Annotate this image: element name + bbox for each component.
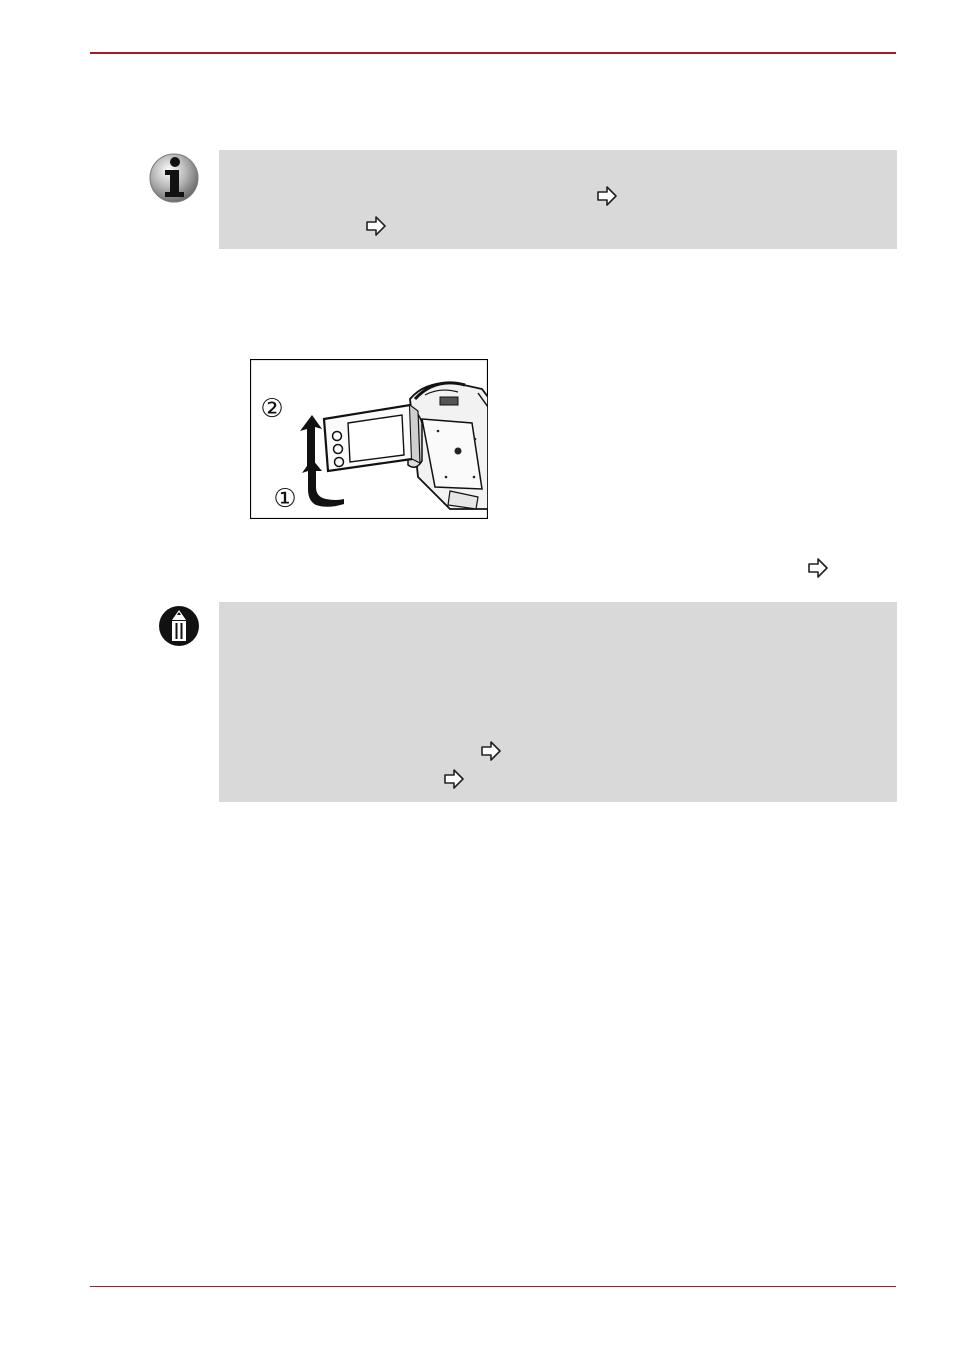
footer-rule xyxy=(90,1286,896,1287)
reference-arrow-icon[interactable] xyxy=(480,741,502,761)
pencil-icon xyxy=(158,605,200,647)
step-label-2: ② xyxy=(260,394,284,424)
reference-arrow-icon[interactable] xyxy=(807,558,829,578)
reference-arrow-icon[interactable] xyxy=(443,769,465,789)
step-label-1: ① xyxy=(273,484,297,514)
info-icon xyxy=(148,152,200,204)
reference-arrow-icon[interactable] xyxy=(365,216,387,236)
header-rule xyxy=(90,52,896,54)
reference-arrow-icon[interactable] xyxy=(596,186,618,206)
info-note-box xyxy=(219,150,897,249)
pencil-note-box xyxy=(219,602,897,802)
camcorder-figure xyxy=(250,359,488,519)
